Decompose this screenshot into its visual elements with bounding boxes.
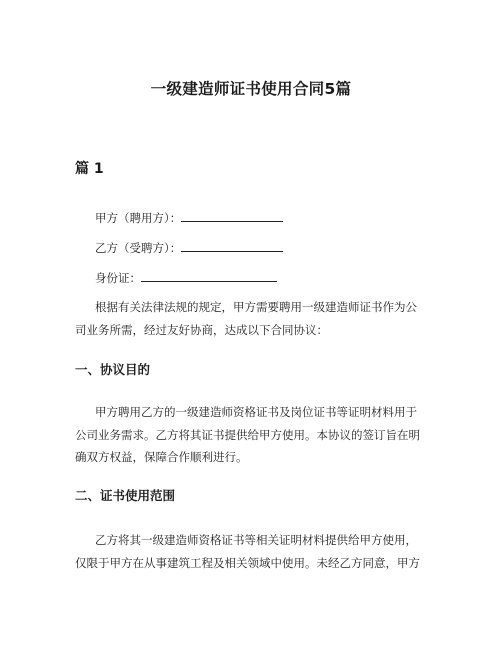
party-a-field [95, 209, 283, 226]
section2-heading: 二、证书使用范围 [75, 488, 176, 503]
party-a-label: 甲方（聘用方）： [95, 211, 182, 225]
section1-line: 公司业务需求。乙方将其证书提供给甲方使用。本协议的签订旨在明 [75, 427, 420, 442]
section1-line: 确双方权益，保障合作顺利进行。 [75, 450, 248, 464]
intro-line: 司业务所需，经过友好协商，达成以下合同协议： [75, 322, 328, 337]
party-b-blank [181, 239, 283, 252]
document-title: 一级建造师证书使用合同5篇 [150, 80, 352, 98]
section2-line: 乙方将其一级建造师资格证书等相关证明材料提供给甲方使用， [95, 533, 417, 547]
intro-line: 根据有关法律法规的规定，甲方需要聘用一级建造师证书作为公 [95, 300, 417, 314]
party-a-blank [181, 209, 283, 222]
intro-paragraph [75, 296, 435, 341]
section1-paragraph [75, 401, 435, 469]
section2-line: 仅限于甲方在从事建筑工程及相关领域中使用。未经乙方同意，甲方 [75, 555, 420, 570]
section1-heading: 一、协议目的 [75, 362, 151, 377]
id-label: 身份证： [95, 271, 141, 285]
id-field [95, 269, 277, 286]
section1-line: 甲方聘用乙方的一级建造师资格证书及岗位证书等证明材料用于 [95, 405, 417, 419]
party-b-field [95, 239, 283, 256]
part-heading: 篇 1 [75, 161, 104, 177]
party-b-label: 乙方（受聘方）： [95, 241, 182, 255]
section2-paragraph [75, 529, 435, 574]
id-blank [141, 269, 277, 282]
